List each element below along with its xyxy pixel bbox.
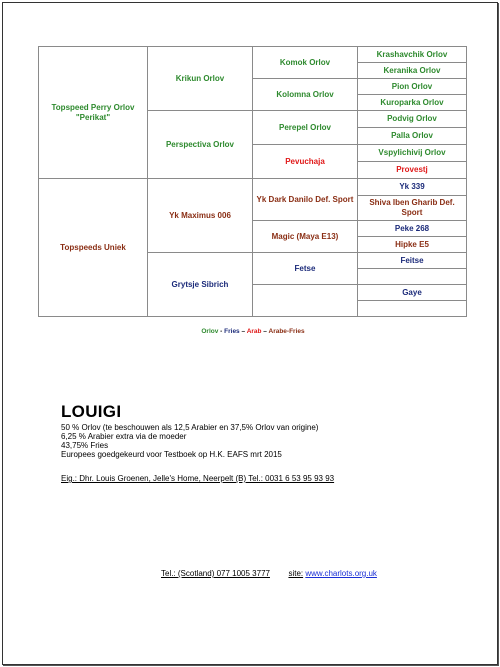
gen4-ancestor: Peke 268	[358, 221, 467, 237]
gen1-sire: Topspeed Perry Orlov "Perikat"	[39, 47, 148, 179]
horse-description	[61, 423, 318, 459]
gen3-ancestor	[253, 285, 358, 317]
legend-arab: Arab	[246, 328, 262, 335]
gen4-ancestor: Palla Orlov	[358, 128, 467, 145]
legend-separator: -	[218, 328, 225, 335]
horse-name: LOUIGI	[61, 402, 122, 421]
gen3-ancestor: Kolomna Orlov	[253, 79, 358, 111]
gen4-ancestor: Pion Orlov	[358, 79, 467, 95]
gen1-dam: Topspeeds Uniek	[39, 179, 148, 317]
footer-phone: Tel.: (Scotland) 077 1005 3777	[161, 569, 270, 578]
description-line: 43,75% Fries	[61, 441, 109, 450]
gen4-ancestor: Podvig Orlov	[358, 111, 467, 128]
gen4-ancestor: Yk 339	[358, 179, 467, 196]
document-page	[2, 2, 498, 665]
gen2-sire-sire: Krikun Orlov	[148, 47, 253, 111]
gen4-ancestor: Hipke E5	[358, 237, 467, 253]
gen4-ancestor: Vspylichivij Orlov	[358, 145, 467, 162]
gen4-ancestor: Kuroparka Orlov	[358, 95, 467, 111]
gen3-ancestor: Fetse	[253, 253, 358, 285]
gen4-ancestor	[358, 269, 467, 285]
gen3-ancestor: Yk Dark Danilo Def. Sport	[253, 179, 358, 221]
gen4-ancestor: Shiva Iben Gharib Def. Sport	[358, 196, 467, 221]
pedigree-table	[38, 46, 467, 317]
gen4-ancestor: Provestj	[358, 162, 467, 179]
gen4-ancestor: Gaye	[358, 285, 467, 301]
gen4-ancestor: Feitse	[358, 253, 467, 269]
gen4-ancestor: Krashavchik Orlov	[358, 47, 467, 63]
gen4-ancestor	[358, 301, 467, 317]
footer-site-label: site:	[288, 569, 304, 578]
breed-color-legend	[3, 328, 500, 335]
gen3-ancestor: Pevuchaja	[253, 145, 358, 179]
gen2-dam-dam: Grytsje Sibrich	[148, 253, 253, 317]
gen4-ancestor: Keranika Orlov	[358, 63, 467, 79]
gen2-dam-sire: Yk Maximus 006	[148, 179, 253, 253]
gen3-ancestor: Perepel Orlov	[253, 111, 358, 145]
owner-contact: Eig.: Dhr. Louis Groenen, Jelle's Home, Neerpelt (B) Tel.: 0031 6 53 95 93 93	[61, 474, 335, 483]
gen3-ancestor: Magic (Maya E13)	[253, 221, 358, 253]
legend-arabe-fries: Arabe-Fries	[268, 328, 305, 335]
description-line: 6,25 % Arabier extra via de moeder	[61, 432, 187, 441]
site-link[interactable]: www.charlots.org.uk	[305, 569, 377, 578]
legend-separator: –	[261, 328, 269, 335]
legend-fries: Fries	[224, 328, 240, 335]
description-line: Europees goedgekeurd voor Testboek op H.K. EAFS mrt 2015	[61, 450, 282, 459]
footer-contact	[161, 569, 377, 578]
legend-orlov: Orlov	[201, 328, 219, 335]
gen2-sire-dam: Perspectiva Orlov	[148, 111, 253, 179]
gen3-ancestor: Komok Orlov	[253, 47, 358, 79]
description-line: 50 % Orlov (te beschouwen als 12,5 Arabier en 37,5% Orlov van origine)	[61, 423, 319, 432]
legend-separator: –	[239, 328, 247, 335]
